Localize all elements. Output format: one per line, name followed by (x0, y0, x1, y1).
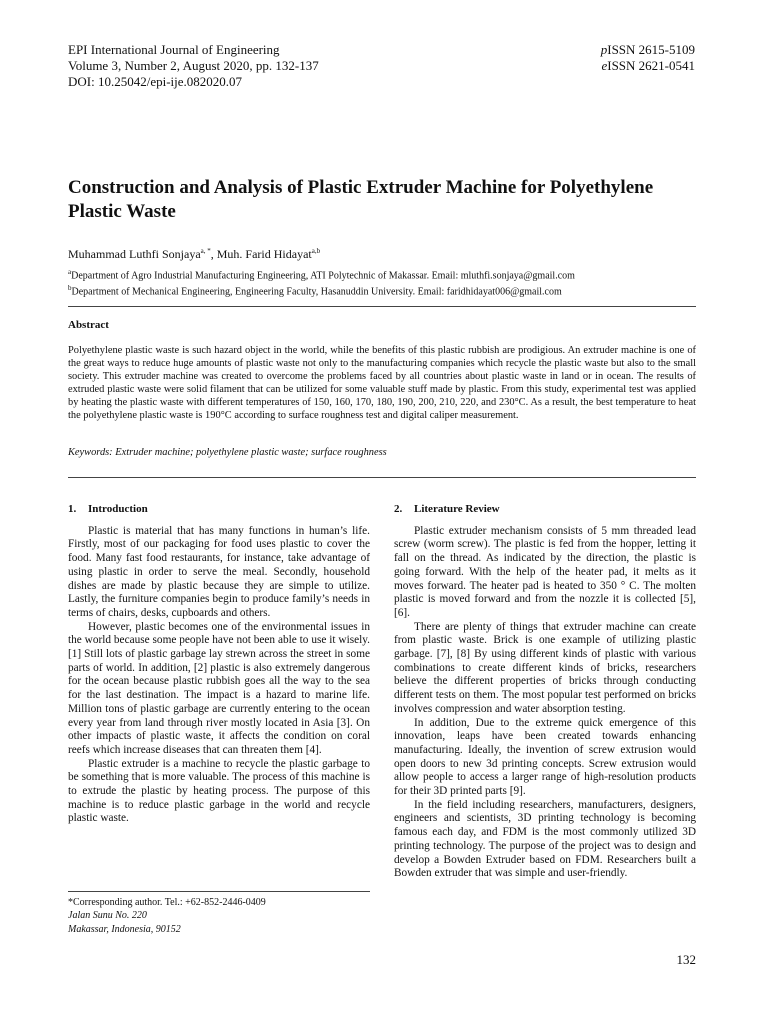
paragraph: However, plastic becomes one of the environmental issues in the world because some people have not been able to use it wisely. [1] Still lots of plastic garbage lay strewn across the street in some parts of world. In addition, [2] plastic is also extremely dangerous for the ocean because plastic rubbish goes all the way to the sea for the last destination. The impact is a hazard to marine life. Million tons of plastic garbage are currently entering to the ocean every year from land through river mostly located in Asia [3]. On other impacts of plastic waste, it affects the condition on coral reefs which increase diseases that can threaten them [4]. (68, 620, 370, 756)
pissn: pISSN 2615-5109 (600, 42, 695, 57)
eissn: eISSN 2621-0541 (601, 58, 695, 73)
affiliation-a: $^a$Department of Agro Industrial Manufacturing Engineering, ATI Polytechnic of Makassar. Email: mluthfi.sonjaya@gmail.com (68, 268, 575, 282)
author-2: , Muh. Farid Hidayat (210, 247, 312, 261)
affiliations (68, 266, 708, 299)
author-1: Muhammad Luthfi Sonjaya (68, 247, 201, 261)
section-heading-introduction: 1. Introduction (68, 503, 148, 515)
section-heading-literature-review: 2. Literature Review (394, 503, 500, 515)
footnote-contact: *Corresponding author. Tel.: +62-852-2446-0409 (68, 897, 266, 908)
paragraph: In addition, Due to the extreme quick emergence of this innovation, leaps have been created towards enhancing manufacturing. Ideally, the invention of screw extrusion would open doors to new 3d printing concepts. Screw extrusion would allow people to access a larger range of high-resolution products for their 3D printed parts [9]. (394, 716, 696, 798)
paragraph: Plastic extruder is a machine to recycle the plastic garbage to be something that is more valuable. The process of this machine is to extrude the plastic by heating process. The purpose of this machine is to reduce plastic garbage in the world and recycle plastic waste. (68, 757, 370, 825)
paragraph: In the field including researchers, manufacturers, designers, engineers and scientists, 3D printing technology is becoming famous each day, and FDM is the most commonly utilized 3D printing technology. The purpose of the project was to design and develop a Bowden Extruder based on FDM. Researchers built a Bowden extruder that was simple and user-friendly. (394, 798, 696, 880)
paper-title: Construction and Analysis of Plastic Extruder Machine for Polyethylene Plastic Waste (68, 177, 654, 222)
paragraph: There are plenty of things that extruder machine can create from plastic waste. Brick is one example of utilizing plastic garbage. [7], [8] By using different kinds of plastic with various combinations to create different kinds of bricks, researchers believe the different properties of bricks through conducting different tests on them. The most popular test performed on bricks involves compression and water absorption testing. (394, 620, 696, 715)
paragraph: Plastic extruder mechanism consists of 5 mm threaded lead screw (worm screw). The plastic is fed from the hopper, letting it fall on the thread. As indicated by the direction, the plastic is going forward. With the help of the heater pad, it melts as it moves forward. The heater pad is heated to 350 ° C. The molten plastic is moved forward and from the nozzle it is collected [5], [6]. (394, 524, 696, 619)
journal-header (68, 42, 319, 90)
abstract-heading: Abstract (68, 319, 109, 331)
journal-name: EPI International Journal of Engineering (68, 42, 280, 57)
author-list: Muhammad Luthfi Sonjaya$^{a, *}$, Muh. Farid Hidayat$^{a,b}$ (68, 247, 321, 261)
page-number: 132 (676, 952, 696, 967)
footnote-address-city: Makassar, Indonesia, 90152 (68, 923, 181, 935)
affiliation-b: $^b$Department of Mechanical Engineering, Engineering Faculty, Hasanuddin University. Email: faridhidayat006@gmail.com (68, 284, 562, 298)
keywords: Keywords: Extruder machine; polyethylene plastic waste; surface roughness (68, 447, 387, 458)
footnote-address-street: Jalan Sunu No. 220 (68, 910, 147, 922)
abstract-text: Polyethylene plastic waste is such hazard object in the world, while the benefits of this plastic rubbish are prodigious. An extruder machine is one of the great ways to reduce huge amounts of plastic waste not only to the manufacturing companies which recycle the plastic waste but also to the small society. This extruder machine was created to overcome the problems faced by all countries about plastic waste in land or in ocean. The results of extruded plastic waste were solid filament that can be utilized for some valuable stuff made by plastic. From this study, experimental test was applied by heating the plastic waste with different temperatures of 150, 160, 170, 180, 190, 200, 210, 220, and 230°C. As a result, the best temperature to heat the polyethylene plastic waste is 190°C according to surface roughness test and digital caliper measurement. (68, 345, 696, 421)
paragraph: Plastic is material that has many functions in human’s life. Firstly, most of our packaging for food uses plastic to cover the food. Many fast food restaurants, for instance, take advantage of using plastic in order to serve the meal. Secondly, household dishes are made by plastic because they are simple to utilize. Lastly, the furniture companies begin to produce family’s needs in terms of chairs, desks, cupboards and others. (68, 524, 370, 619)
footnote (68, 896, 370, 936)
footnote-divider (68, 891, 370, 892)
column-right (394, 503, 696, 881)
issn-block (601, 42, 695, 74)
column-left (68, 503, 370, 826)
divider-bottom (68, 477, 696, 478)
journal-volume: Volume 3, Number 2, August 2020, pp. 132-137 (68, 58, 319, 73)
divider-top (68, 306, 696, 307)
journal-doi: DOI: 10.25042/epi-ije.082020.07 (68, 74, 243, 89)
